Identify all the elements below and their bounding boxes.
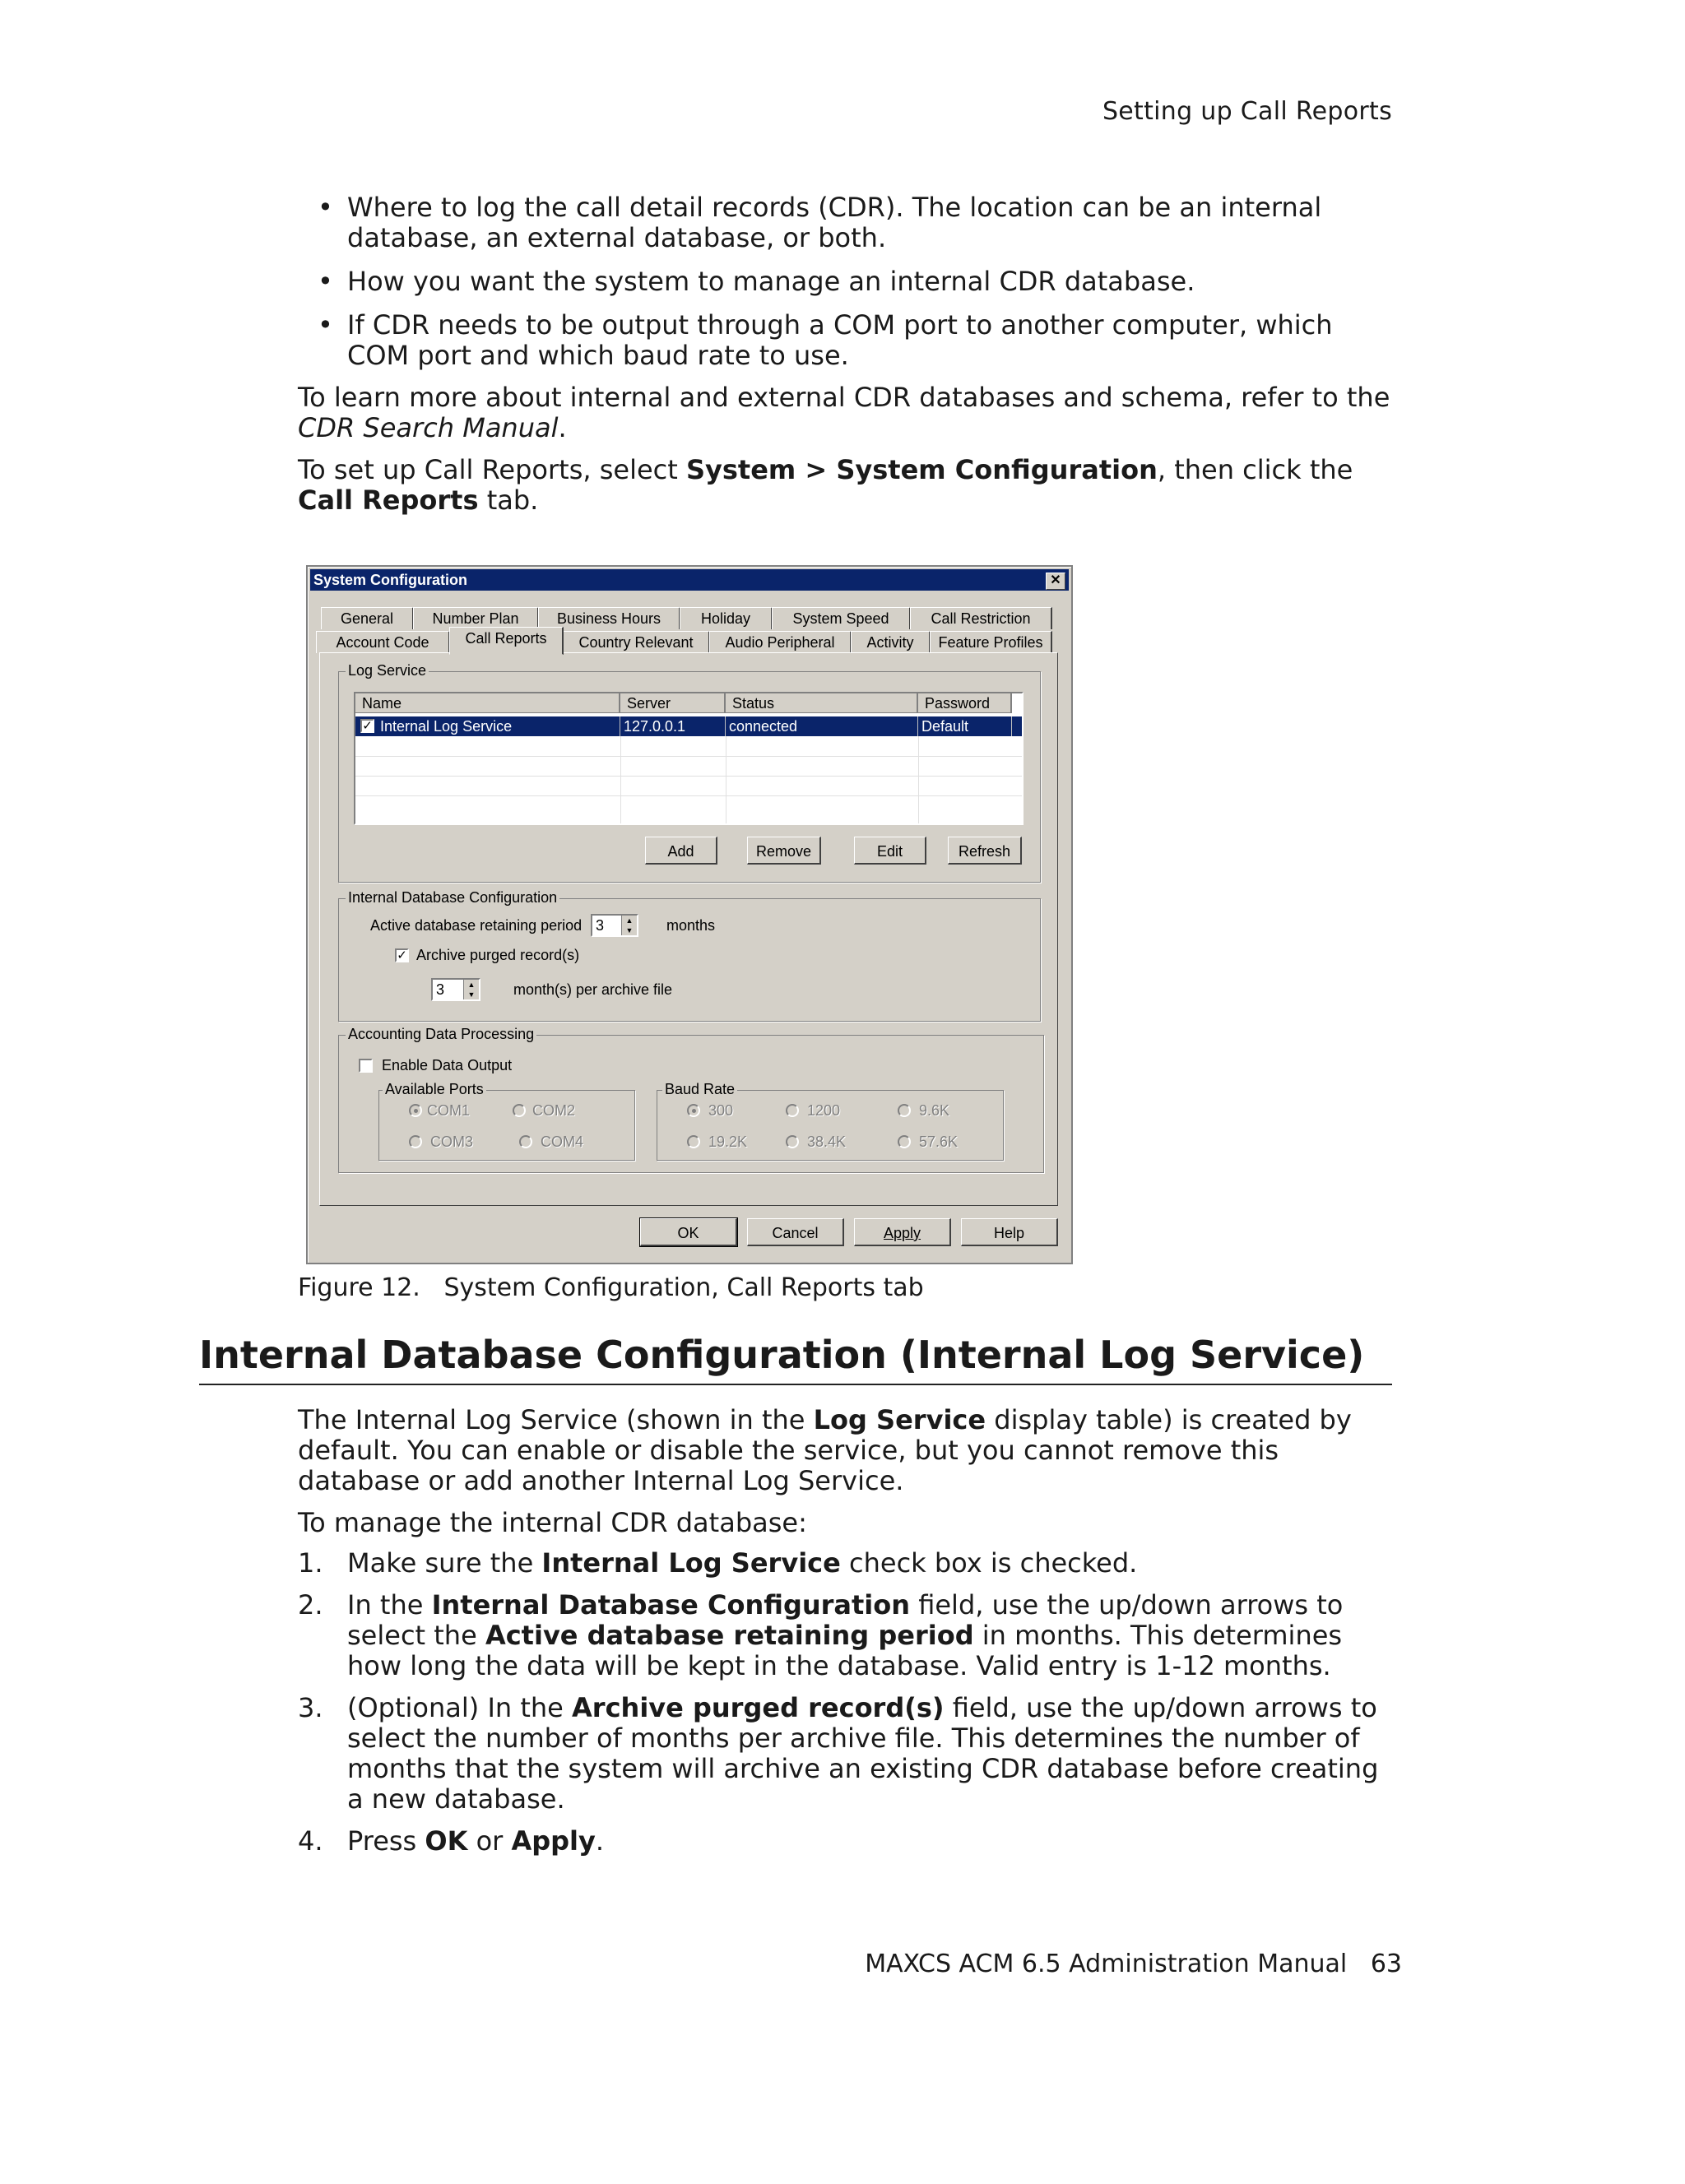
step-item bbox=[298, 1693, 1392, 1815]
retaining-period-value[interactable]: 3 bbox=[596, 917, 605, 934]
baud-9600-radio[interactable] bbox=[898, 1104, 911, 1117]
text: (Optional) In the bbox=[347, 1692, 573, 1723]
step-item bbox=[298, 1548, 1392, 1579]
com4-label: COM4 bbox=[541, 1134, 584, 1150]
com2-radio[interactable] bbox=[513, 1104, 526, 1117]
column-header-server[interactable]: Server bbox=[620, 693, 726, 713]
dialog-title: System Configuration bbox=[313, 572, 468, 588]
step-item bbox=[298, 1826, 1392, 1857]
cell-name: Internal Log Service bbox=[377, 716, 620, 736]
com3-label: COM3 bbox=[430, 1134, 474, 1150]
cell-server: 127.0.0.1 bbox=[620, 716, 726, 736]
bullet-text: If CDR needs to be output through a COM port to another computer, which COM port and which baud rate to use. bbox=[347, 309, 1333, 371]
text: In the bbox=[347, 1589, 432, 1621]
text: display table) is created by default. You can enable or disable the service, but you cannot remove this database or add another Internal Log Service. bbox=[298, 1404, 1352, 1496]
section-heading: Internal Database Configuration (Internal Log Service) bbox=[199, 1333, 1392, 1385]
cell-status: connected bbox=[726, 716, 918, 736]
bold-term: Apply bbox=[511, 1825, 596, 1857]
cancel-button[interactable]: Cancel bbox=[747, 1218, 844, 1246]
up-arrow-icon[interactable]: ▲ bbox=[467, 981, 476, 989]
step-number: 3. bbox=[298, 1692, 323, 1723]
com2-label: COM2 bbox=[532, 1102, 576, 1119]
section-paragraph-2: To manage the internal CDR database: bbox=[298, 1507, 807, 1538]
archive-purged-checkbox[interactable]: ✓ bbox=[395, 948, 409, 962]
system-configuration-dialog bbox=[306, 565, 1073, 1264]
step-number: 4. bbox=[298, 1825, 323, 1857]
menu-path: System > System Configuration bbox=[685, 454, 1158, 485]
retaining-period-unit: months bbox=[666, 917, 716, 934]
column-divider bbox=[620, 736, 621, 823]
add-button[interactable]: Add bbox=[645, 837, 717, 865]
text: field, use the up/down arrows to select the bbox=[347, 1589, 1344, 1651]
tab-account-code[interactable]: Account Code bbox=[316, 631, 450, 653]
bullet-list bbox=[298, 192, 1392, 384]
step-item bbox=[298, 1590, 1392, 1681]
baud-rate-group bbox=[657, 1081, 1004, 1161]
retaining-period-spinner[interactable] bbox=[591, 914, 638, 937]
text: . bbox=[595, 1825, 605, 1857]
baud-19200-label: 19.2K bbox=[708, 1134, 748, 1150]
tab-reference: Call Reports bbox=[298, 485, 479, 516]
bullet-item bbox=[298, 310, 1392, 371]
row-divider bbox=[355, 795, 1022, 796]
retaining-period-label: Active database retaining period bbox=[370, 917, 583, 934]
internal-log-service-checkbox[interactable]: ✓ bbox=[360, 719, 374, 733]
bullet-item bbox=[298, 267, 1392, 297]
intro-paragraph-1 bbox=[298, 383, 1392, 443]
text: Press bbox=[347, 1825, 425, 1857]
tab-system-speed[interactable]: System Speed bbox=[772, 607, 911, 629]
available-ports-group bbox=[378, 1081, 635, 1161]
baud-9600-label: 9.6K bbox=[919, 1102, 950, 1119]
com1-label: COM1 bbox=[427, 1102, 471, 1119]
bold-term: Active database retaining period bbox=[485, 1620, 974, 1651]
apply-button[interactable]: Apply bbox=[854, 1218, 951, 1246]
text: tab. bbox=[478, 485, 539, 516]
text: . bbox=[558, 412, 567, 443]
bullet-text: How you want the system to manage an internal CDR database. bbox=[347, 266, 1195, 297]
row-divider bbox=[355, 776, 1022, 777]
group-label: Baud Rate bbox=[662, 1081, 737, 1098]
text: , then click the bbox=[1157, 454, 1353, 485]
bullet-dot: • bbox=[318, 309, 333, 341]
baud-1200-label: 1200 bbox=[807, 1102, 841, 1119]
step-number: 1. bbox=[298, 1547, 323, 1579]
call-reports-panel bbox=[319, 652, 1058, 1206]
figure-caption: Figure 12. System Configuration, Call Reports tab bbox=[298, 1273, 924, 1302]
tab-holiday[interactable]: Holiday bbox=[680, 607, 773, 629]
bold-term: Archive purged record(s) bbox=[572, 1692, 945, 1723]
up-arrow-icon[interactable]: ▲ bbox=[625, 916, 634, 925]
down-arrow-icon[interactable]: ▼ bbox=[467, 990, 476, 999]
com3-radio[interactable] bbox=[409, 1135, 422, 1148]
text: Make sure the bbox=[347, 1547, 542, 1579]
page-footer: MAXCS ACM 6.5 Administration Manual 63 bbox=[865, 1950, 1402, 1978]
group-label: Available Ports bbox=[383, 1081, 486, 1098]
bullet-dot: • bbox=[318, 192, 333, 223]
bullet-dot: • bbox=[318, 266, 333, 297]
tab-feature-profiles[interactable]: Feature Profiles bbox=[930, 631, 1052, 653]
archive-months-unit: month(s) per archive file bbox=[513, 981, 673, 998]
spinner-arrows[interactable] bbox=[621, 916, 637, 935]
text: To learn more about internal and external CDR databases and schema, refer to the bbox=[298, 382, 1390, 413]
tab-call-restriction[interactable]: Call Restriction bbox=[910, 607, 1052, 629]
enable-data-output-label: Enable Data Output bbox=[382, 1057, 513, 1073]
section-paragraph-1 bbox=[298, 1405, 1392, 1496]
log-service-table[interactable] bbox=[354, 692, 1024, 825]
down-arrow-icon[interactable]: ▼ bbox=[625, 926, 634, 934]
baud-19200-radio[interactable] bbox=[687, 1135, 700, 1148]
manual-reference: CDR Search Manual bbox=[298, 412, 559, 443]
numbered-steps bbox=[298, 1548, 1392, 1868]
baud-57600-label: 57.6K bbox=[919, 1134, 959, 1150]
text: or bbox=[467, 1825, 512, 1857]
text: The Internal Log Service (shown in the bbox=[298, 1404, 814, 1435]
remove-button[interactable]: Remove bbox=[747, 837, 821, 865]
bold-term: Log Service bbox=[813, 1404, 986, 1435]
spinner-arrows[interactable] bbox=[463, 980, 479, 999]
group-label: Internal Database Configuration bbox=[346, 889, 559, 907]
baud-38400-label: 38.4K bbox=[807, 1134, 847, 1150]
text: in months. This determines how long the data will be kept in the database. Valid entry is 1-12 months. bbox=[347, 1620, 1343, 1681]
archive-purged-label: Archive purged record(s) bbox=[416, 947, 580, 963]
text: field, use the up/down arrows to select the number of months per archive file. This determines the number of months that the system will archive an existing CDR database before creating a new database. bbox=[347, 1692, 1379, 1815]
intro-paragraph-2 bbox=[298, 455, 1392, 516]
ok-button[interactable]: OK bbox=[640, 1218, 737, 1246]
step-number: 2. bbox=[298, 1589, 323, 1621]
text: To set up Call Reports, select bbox=[298, 454, 686, 485]
text: check box is checked. bbox=[840, 1547, 1138, 1579]
row-divider bbox=[355, 756, 1022, 757]
column-divider bbox=[918, 736, 919, 823]
running-header: Setting up Call Reports bbox=[1102, 97, 1392, 126]
tab-business-hours[interactable]: Business Hours bbox=[538, 607, 680, 629]
section-paragraphs bbox=[298, 1405, 1392, 1538]
intro-paragraphs bbox=[298, 383, 1392, 516]
dialog-title-bar bbox=[310, 569, 1069, 591]
tab-country-relevant[interactable]: Country Relevant bbox=[563, 631, 710, 653]
group-label: Accounting Data Processing bbox=[346, 1026, 536, 1043]
close-icon[interactable]: ✕ bbox=[1046, 573, 1065, 590]
tab-call-reports[interactable]: Call Reports bbox=[449, 627, 564, 655]
column-header-name[interactable]: Name bbox=[355, 693, 620, 713]
column-header-status[interactable]: Status bbox=[726, 693, 918, 713]
bold-term: OK bbox=[425, 1825, 468, 1857]
baud-38400-radio[interactable] bbox=[786, 1135, 799, 1148]
tab-activity[interactable]: Activity bbox=[851, 631, 931, 653]
bullet-text: Where to log the call detail records (CDR). The location can be an internal database, an external database, or both. bbox=[347, 192, 1322, 253]
com4-radio[interactable] bbox=[519, 1135, 532, 1148]
group-label: Log Service bbox=[346, 662, 429, 679]
baud-1200-radio[interactable] bbox=[786, 1104, 799, 1117]
edit-button[interactable]: Edit bbox=[854, 837, 926, 865]
tab-audio-peripheral[interactable]: Audio Peripheral bbox=[709, 631, 852, 653]
archive-months-spinner[interactable] bbox=[431, 978, 480, 1001]
baud-57600-radio[interactable] bbox=[898, 1135, 911, 1148]
enable-data-output-checkbox[interactable] bbox=[359, 1059, 373, 1073]
table-row[interactable] bbox=[355, 716, 1022, 736]
cell-password: Default bbox=[918, 716, 1012, 736]
accounting-data-group bbox=[338, 1026, 1044, 1173]
refresh-button[interactable]: Refresh bbox=[948, 837, 1022, 865]
com1-radio[interactable] bbox=[409, 1104, 422, 1117]
bold-term: Internal Database Configuration bbox=[431, 1589, 911, 1621]
bold-term: Internal Log Service bbox=[541, 1547, 841, 1579]
column-header-password[interactable]: Password bbox=[918, 693, 1012, 713]
log-service-group bbox=[338, 662, 1041, 883]
tab-general[interactable]: General bbox=[321, 607, 414, 629]
help-button[interactable]: Help bbox=[961, 1218, 1058, 1246]
internal-database-group bbox=[338, 889, 1041, 1022]
bullet-item bbox=[298, 192, 1392, 253]
archive-months-value[interactable]: 3 bbox=[436, 981, 445, 998]
tab-number-plan[interactable]: Number Plan bbox=[413, 607, 539, 629]
baud-300-radio[interactable] bbox=[687, 1104, 700, 1117]
baud-300-label: 300 bbox=[708, 1102, 734, 1119]
